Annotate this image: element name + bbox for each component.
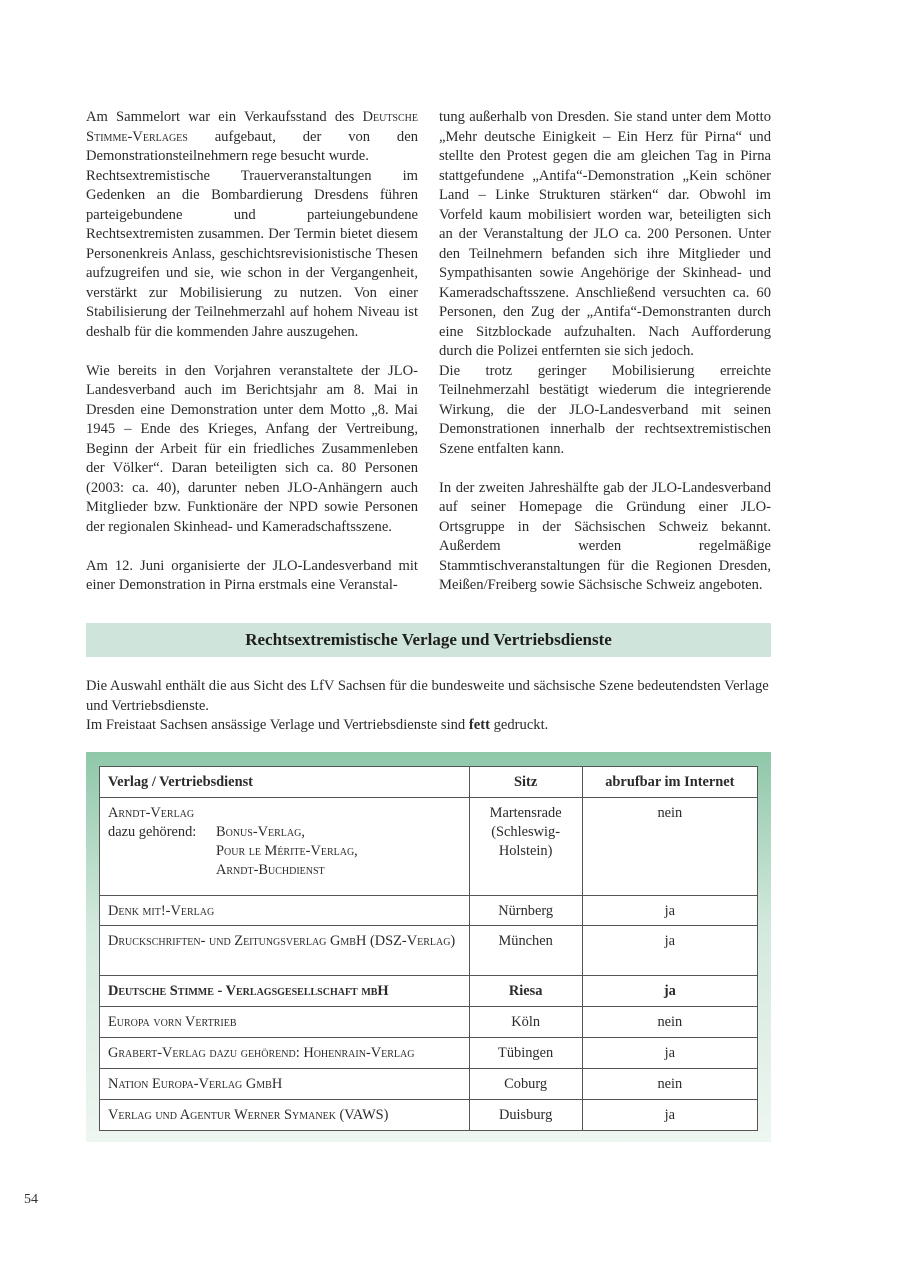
right-paragraph-2: Die trotz geringer Mobilisierung erreichte Teilnehmerzahl bestätigt wiederum die integrierende Wirkung, die der JLO-Landesverband mit seinen Demonstrationen innerhalb der rechtsextremistischen Szene entfalten kann. [439,362,771,457]
right-text-column [439,108,771,596]
seat-cell: Tübingen [469,1038,582,1069]
header-publisher: Verlag / Vertriebsdienst [100,767,470,798]
seat-cell: Riesa [469,976,582,1007]
table-row [100,1069,758,1100]
seat-cell: München [469,926,582,976]
publisher-cell: Druckschriften- und Zeitungsverlag GmbH (DSZ-Verlag) [100,926,470,976]
internet-cell: ja [582,896,757,926]
seat-cell: Martensrade (Schleswig-Holstein) [469,798,582,896]
seat-cell: Nürnberg [469,896,582,926]
section-intro [86,677,776,736]
intro-line-1: Die Auswahl enthält die aus Sicht des LfV Sachsen für die bundesweite und sächsische Szene bedeutendsten Verlage und Vertriebsdienste. [86,678,769,714]
table-row [100,1100,758,1131]
publisher-cell [100,798,470,896]
table-row [100,976,758,1007]
seat-cell: Coburg [469,1069,582,1100]
seat-cell: Köln [469,1007,582,1038]
left-paragraph-2: Rechtsextremistische Trauerveranstaltungen im Gedenken an die Bombardierung Dresdens führen parteigebundene und parteiungebundene Rechtsextremisten zusammen. Der Termin bietet diesem Personenkreis Anlass, geschichtsrevisionistische Thesen aufzugreifen und sie, wie schon in der Vergangenheit, verstärkt zur Mobilisierung zu nutzen. Von einer Stabilisierung der Teilnehmerzahl auf hohem Niveau ist deshalb für die kommenden Jahre auszugehen. [86,167,418,340]
right-paragraph-1: tung außerhalb von Dresden. Sie stand unter dem Motto „Mehr deutsche Einigkeit – Ein Herz für Pirna“ und stellte den Protest gegen die am gleichen Tag in Pirna stattgefundene „Antifa“-Demonstration „Kein schöner Land – Linke Strukturen stärken“ dar. Obwohl im Vorfeld kaum mobilisiert worden war, beteiligten sich an der Veranstaltung der JLO ca. 200 Personen. Unter den Teilnehmern befanden sich ihre Mitglieder und Sympathisanten sowie Angehörige der Skinhead- und Kameradschaftsszene. Anschließend versuchten ca. 60 Personen, den Zug der „Antifa“-Demonstranten durch eine Sitzblockade aufzuhalten. Nach Aufforderung durch die Polizei entfernten sie sich jedoch. [439,109,771,359]
seat-cell: Duisburg [469,1100,582,1131]
internet-cell: nein [582,798,757,896]
internet-cell: ja [582,976,757,1007]
table-row [100,798,758,896]
publisher-cell: Grabert-Verlag dazu gehörend: Hohenrain-Verlag [100,1038,470,1069]
internet-cell: nein [582,1007,757,1038]
table-row [100,896,758,926]
table-row [100,1038,758,1069]
table-row [100,926,758,976]
publishers-table [99,766,758,1131]
subsidiaries-list [216,823,358,880]
subsidiary-name: Pour le Mérite-Verlag, [216,843,358,859]
table-row [100,1007,758,1038]
left-paragraph-3: Wie bereits in den Vorjahren veranstaltete der JLO-Landesverband auch im Berichtsjahr am 8. Mai in Dresden eine Demonstration unter dem Motto „8. Mai 1945 – Ende des Krieges, Anfang der Vertreibung, Beginn der Arbeit für ein friedliches Zusammenleben der Völker“. Daran beteiligten sich ca. 80 Personen (2003: ca. 40), darunter neben JLO-Anhängern auch Mitglieder bzw. Funktionäre der NPD sowie Personen der regionalen Skinhead- und Kameradschaftsszene. [86,362,418,535]
section-heading: Rechtsextremistische Verlage und Vertriebsdienste [86,623,771,657]
page-number: 54 [24,1192,38,1207]
header-seat: Sitz [469,767,582,798]
internet-cell: nein [582,1069,757,1100]
subsidiaries [108,823,461,880]
table-header-row [100,767,758,798]
intro-line-2: Im Freistaat Sachsen ansässige Verlage und Vertriebsdienste sind fett gedruckt. [86,717,549,733]
publisher-cell: Verlag und Agentur Werner Symanek (VAWS) [100,1100,470,1131]
subsidiaries-label: dazu gehörend: [108,824,197,840]
publisher-cell: Deutsche Stimme - Verlagsgesellschaft mbH [100,976,470,1007]
right-paragraph-3: In der zweiten Jahreshälfte gab der JLO-Landesverband auf seiner Homepage die Gründung einer JLO-Ortsgruppe in der Sächsischen Schweiz bekannt. Außerdem werden regelmäßige Stammtischveranstaltungen für die Regionen Dresden, Meißen/Freiberg sowie Sächsische Schweiz angeboten. [439,479,771,593]
publisher-name: Arndt-Verlag [108,805,195,821]
publisher-name: Deutsche Stimme-Verlages [86,109,418,145]
publisher-cell: Europa vorn Vertrieb [100,1007,470,1038]
left-text-column [86,108,418,596]
subsidiary-name: Bonus-Verlag, [216,824,305,840]
left-paragraph-1: Am Sammelort war ein Verkaufsstand des Deutsche Stimme-Verlages aufgebaut, der von den Demonstrationsteilnehmern rege besucht wurde. [86,109,418,164]
internet-cell: ja [582,1100,757,1131]
publisher-cell: Denk mit!-Verlag [100,896,470,926]
subsidiary-name: Arndt-Buchdienst [216,862,325,878]
internet-cell: ja [582,926,757,976]
header-internet: abrufbar im Internet [582,767,757,798]
internet-cell: ja [582,1038,757,1069]
publisher-cell: Nation Europa-Verlag GmbH [100,1069,470,1100]
left-paragraph-4: Am 12. Juni organisierte der JLO-Landesverband mit einer Demonstration in Pirna erstmals eine Veranstal- [86,557,418,593]
